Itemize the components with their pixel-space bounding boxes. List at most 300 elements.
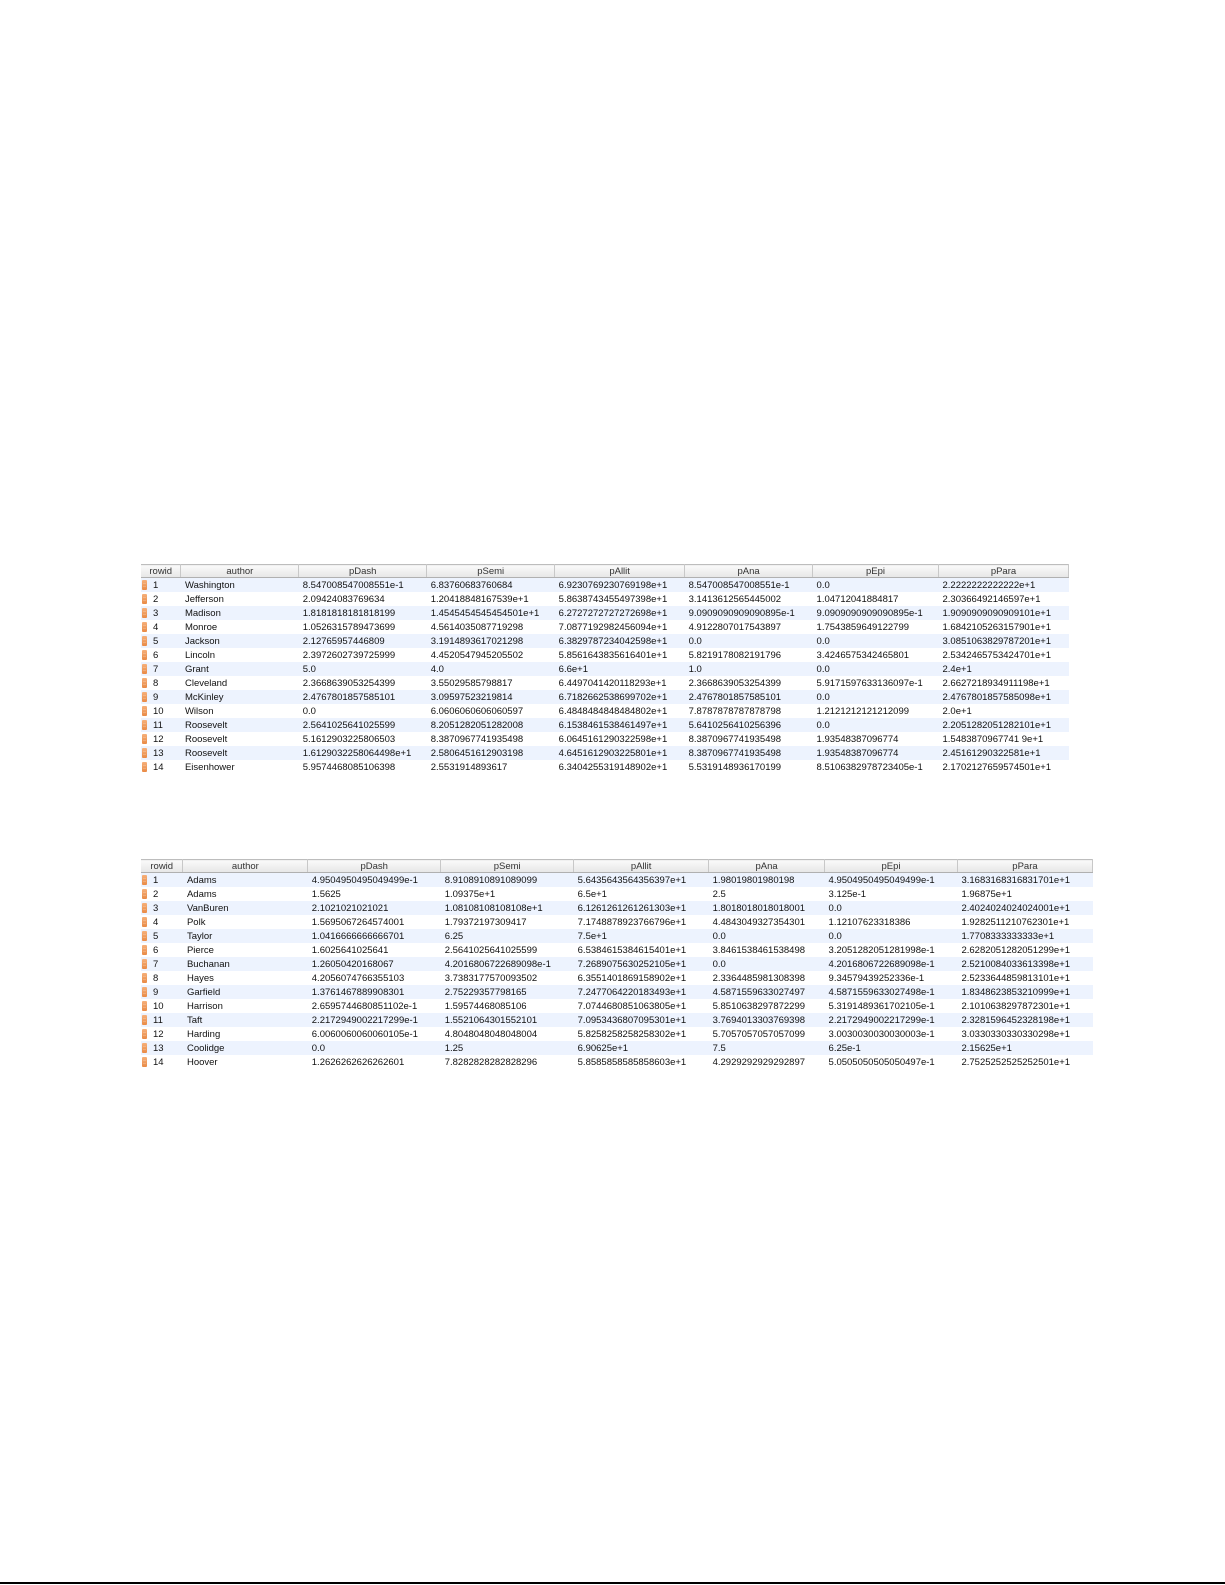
row-handle-icon[interactable] bbox=[142, 678, 147, 688]
cell-pepi[interactable]: 1.04712041884817 bbox=[813, 592, 939, 606]
cell-pana[interactable]: 4.5871559633027497 bbox=[709, 985, 825, 999]
cell-pepi[interactable]: 9.34579439252336e-1 bbox=[825, 971, 958, 985]
cell-ppara[interactable]: 1.6842105263157901e+1 bbox=[939, 620, 1069, 634]
column-header-psemi[interactable]: pSemi bbox=[441, 860, 574, 873]
cell-ppara[interactable]: 1.5483870967741 9e+1 bbox=[939, 732, 1069, 746]
table-row[interactable] bbox=[141, 901, 1093, 915]
cell-pepi[interactable]: 0.0 bbox=[813, 662, 939, 676]
cell-pdash[interactable]: 5.1612903225806503 bbox=[299, 732, 427, 746]
cell-pallit[interactable]: 6.7182662538699702e+1 bbox=[555, 690, 685, 704]
row-handle-icon[interactable] bbox=[142, 1015, 147, 1025]
table-row[interactable] bbox=[141, 718, 1069, 732]
cell-pana[interactable]: 5.8510638297872299 bbox=[709, 999, 825, 1013]
row-handle-icon[interactable] bbox=[142, 1043, 147, 1053]
cell-pallit[interactable]: 6.9230769230769198e+1 bbox=[555, 578, 685, 593]
cell-pdash[interactable]: 1.0416666666666701 bbox=[308, 929, 441, 943]
cell-pana[interactable]: 3.1413612565445002 bbox=[685, 592, 813, 606]
cell-pepi[interactable]: 3.2051282051281998e-1 bbox=[825, 943, 958, 957]
cell-pepi[interactable]: 0.0 bbox=[813, 634, 939, 648]
cell-pallit[interactable]: 6.90625e+1 bbox=[574, 1041, 709, 1055]
cell-pallit[interactable]: 6.6e+1 bbox=[555, 662, 685, 676]
cell-pallit[interactable]: 6.5e+1 bbox=[574, 887, 709, 901]
cell-rowid[interactable] bbox=[141, 1055, 183, 1069]
row-handle-icon[interactable] bbox=[142, 959, 147, 969]
cell-author[interactable]: McKinley bbox=[181, 690, 299, 704]
cell-pdash[interactable]: 1.3761467889908301 bbox=[308, 985, 441, 999]
cell-rowid[interactable] bbox=[141, 873, 183, 888]
cell-ppara[interactable]: 3.0330330330330298e+1 bbox=[957, 1027, 1092, 1041]
cell-pepi[interactable]: 0.0 bbox=[813, 578, 939, 593]
rowid-value: 6 bbox=[153, 944, 159, 956]
rowid-value: 5 bbox=[153, 930, 159, 942]
column-header-pdash[interactable]: pDash bbox=[299, 565, 427, 578]
cell-rowid[interactable] bbox=[141, 760, 181, 774]
column-header-author[interactable]: author bbox=[183, 860, 308, 873]
row-handle-icon[interactable] bbox=[142, 1029, 147, 1039]
cell-pdash[interactable]: 2.5641025641025599 bbox=[299, 718, 427, 732]
row-handle-icon[interactable] bbox=[142, 903, 147, 913]
cell-ppara[interactable]: 2.1702127659574501e+1 bbox=[939, 760, 1069, 774]
cell-rowid[interactable] bbox=[141, 732, 181, 746]
cell-ppara[interactable]: 3.0851063829787201e+1 bbox=[939, 634, 1069, 648]
cell-pdash[interactable]: 4.2056074766355103 bbox=[308, 971, 441, 985]
cell-author[interactable]: Lincoln bbox=[181, 648, 299, 662]
cell-psemi[interactable]: 1.59574468085106 bbox=[441, 999, 574, 1013]
cell-pana[interactable]: 7.5 bbox=[709, 1041, 825, 1055]
cell-ppara[interactable]: 2.6627218934911198e+1 bbox=[939, 676, 1069, 690]
table-row[interactable] bbox=[141, 999, 1093, 1013]
table-row[interactable] bbox=[141, 690, 1069, 704]
table-row[interactable] bbox=[141, 957, 1093, 971]
table-row[interactable] bbox=[141, 971, 1093, 985]
cell-rowid[interactable] bbox=[141, 957, 183, 971]
table-row[interactable] bbox=[141, 592, 1069, 606]
cell-psemi[interactable]: 1.25 bbox=[441, 1041, 574, 1055]
cell-pdash[interactable]: 1.5695067264574001 bbox=[308, 915, 441, 929]
table-row[interactable] bbox=[141, 662, 1069, 676]
cell-author[interactable]: Adams bbox=[183, 887, 308, 901]
cell-pdash[interactable]: 1.6129032258064498e+1 bbox=[299, 746, 427, 760]
row-handle-icon[interactable] bbox=[142, 650, 147, 660]
cell-author[interactable]: Garfield bbox=[183, 985, 308, 999]
row-handle-icon[interactable] bbox=[142, 706, 147, 716]
rowid-value: 7 bbox=[153, 958, 159, 970]
table-row[interactable] bbox=[141, 578, 1069, 593]
cell-ppara[interactable]: 1.7708333333333e+1 bbox=[957, 929, 1092, 943]
cell-rowid[interactable] bbox=[141, 690, 181, 704]
cell-pdash[interactable]: 6.0060060060060105e-1 bbox=[308, 1027, 441, 1041]
cell-rowid[interactable] bbox=[141, 929, 183, 943]
cell-pallit[interactable]: 6.5384615384615401e+1 bbox=[574, 943, 709, 957]
cell-pana[interactable]: 1.8018018018018001 bbox=[709, 901, 825, 915]
cell-psemi[interactable]: 6.0606060606060597 bbox=[427, 704, 555, 718]
cell-pana[interactable]: 9.0909090909090895e-1 bbox=[685, 606, 813, 620]
cell-pallit[interactable]: 7.0877192982456094e+1 bbox=[555, 620, 685, 634]
cell-ppara[interactable]: 3.1683168316831701e+1 bbox=[957, 873, 1092, 888]
cell-psemi[interactable]: 3.55029585798817 bbox=[427, 676, 555, 690]
cell-psemi[interactable]: 2.5531914893617 bbox=[427, 760, 555, 774]
cell-psemi[interactable]: 1.09375e+1 bbox=[441, 887, 574, 901]
cell-pana[interactable]: 8.3870967741935498 bbox=[685, 732, 813, 746]
cell-pepi[interactable]: 1.12107623318386 bbox=[825, 915, 958, 929]
cell-rowid[interactable] bbox=[141, 915, 183, 929]
cell-rowid[interactable] bbox=[141, 592, 181, 606]
cell-pdash[interactable]: 1.5625 bbox=[308, 887, 441, 901]
row-handle-icon[interactable] bbox=[142, 875, 147, 885]
cell-rowid[interactable] bbox=[141, 971, 183, 985]
column-header-pana[interactable]: pAna bbox=[709, 860, 825, 873]
cell-pana[interactable]: 1.98019801980198 bbox=[709, 873, 825, 888]
table-row[interactable] bbox=[141, 634, 1069, 648]
cell-pdash[interactable]: 1.6025641025641 bbox=[308, 943, 441, 957]
cell-rowid[interactable] bbox=[141, 718, 181, 732]
cell-rowid[interactable] bbox=[141, 1013, 183, 1027]
cell-author[interactable]: Washington bbox=[181, 578, 299, 593]
column-header-pepi[interactable]: pEpi bbox=[825, 860, 958, 873]
row-handle-icon[interactable] bbox=[142, 622, 147, 632]
row-handle-icon[interactable] bbox=[142, 931, 147, 941]
cell-pdash[interactable]: 1.26050420168067 bbox=[308, 957, 441, 971]
cell-rowid[interactable] bbox=[141, 999, 183, 1013]
cell-pana[interactable]: 4.9122807017543897 bbox=[685, 620, 813, 634]
table-row[interactable] bbox=[141, 887, 1093, 901]
cell-ppara[interactable]: 2.7525252525252501e+1 bbox=[957, 1055, 1092, 1069]
cell-rowid[interactable] bbox=[141, 620, 181, 634]
cell-pallit[interactable]: 7.5e+1 bbox=[574, 929, 709, 943]
cell-pdash[interactable]: 2.6595744680851102e-1 bbox=[308, 999, 441, 1013]
cell-pallit[interactable]: 7.1748878923766796e+1 bbox=[574, 915, 709, 929]
cell-author[interactable]: Taylor bbox=[183, 929, 308, 943]
column-header-author[interactable]: author bbox=[181, 565, 299, 578]
row-handle-icon[interactable] bbox=[142, 762, 147, 772]
cell-rowid[interactable] bbox=[141, 648, 181, 662]
cell-psemi[interactable]: 4.8048048048048004 bbox=[441, 1027, 574, 1041]
table-row[interactable] bbox=[141, 704, 1069, 718]
cell-pdash[interactable]: 2.3972602739725999 bbox=[299, 648, 427, 662]
cell-author[interactable]: Taft bbox=[183, 1013, 308, 1027]
column-header-ppara[interactable]: pPara bbox=[957, 860, 1092, 873]
table-row[interactable] bbox=[141, 760, 1069, 774]
cell-pana[interactable]: 5.6410256410256396 bbox=[685, 718, 813, 732]
cell-author[interactable]: Roosevelt bbox=[181, 746, 299, 760]
cell-pdash[interactable]: 0.0 bbox=[299, 704, 427, 718]
cell-pallit[interactable]: 7.0953436807095301e+1 bbox=[574, 1013, 709, 1027]
cell-psemi[interactable]: 3.7383177570093502 bbox=[441, 971, 574, 985]
table-row[interactable] bbox=[141, 1041, 1093, 1055]
table-row[interactable] bbox=[141, 746, 1069, 760]
cell-rowid[interactable] bbox=[141, 606, 181, 620]
cell-pepi[interactable]: 4.2016806722689098e-1 bbox=[825, 957, 958, 971]
column-header-pana[interactable]: pAna bbox=[685, 565, 813, 578]
table-row[interactable] bbox=[141, 1027, 1093, 1041]
cell-psemi[interactable]: 4.5614035087719298 bbox=[427, 620, 555, 634]
cell-pana[interactable]: 8.3870967741935498 bbox=[685, 746, 813, 760]
cell-pdash[interactable]: 2.12765957446809 bbox=[299, 634, 427, 648]
cell-pepi[interactable]: 1.93548387096774 bbox=[813, 746, 939, 760]
cell-psemi[interactable]: 2.75229357798165 bbox=[441, 985, 574, 999]
cell-pdash[interactable]: 2.4767801857585101 bbox=[299, 690, 427, 704]
cell-ppara[interactable]: 2.2051282051282101e+1 bbox=[939, 718, 1069, 732]
cell-pana[interactable]: 7.8787878787878798 bbox=[685, 704, 813, 718]
cell-rowid[interactable] bbox=[141, 1027, 183, 1041]
column-header-rowid[interactable]: rowid bbox=[141, 565, 181, 578]
cell-pana[interactable]: 0.0 bbox=[709, 929, 825, 943]
cell-psemi[interactable]: 4.2016806722689098e-1 bbox=[441, 957, 574, 971]
row-handle-icon[interactable] bbox=[142, 734, 147, 744]
cell-pana[interactable]: 2.3668639053254399 bbox=[685, 676, 813, 690]
cell-psemi[interactable]: 7.8282828282828296 bbox=[441, 1055, 574, 1069]
cell-pdash[interactable]: 2.2172949002217299e-1 bbox=[308, 1013, 441, 1027]
cell-pallit[interactable]: 5.8638743455497398e+1 bbox=[555, 592, 685, 606]
cell-pallit[interactable]: 6.3404255319148902e+1 bbox=[555, 760, 685, 774]
table-row[interactable] bbox=[141, 873, 1093, 888]
cell-pepi[interactable]: 5.0505050505050497e-1 bbox=[825, 1055, 958, 1069]
cell-pepi[interactable]: 2.2172949002217299e-1 bbox=[825, 1013, 958, 1027]
cell-pepi[interactable]: 5.3191489361702105e-1 bbox=[825, 999, 958, 1013]
table-row[interactable] bbox=[141, 732, 1069, 746]
cell-rowid[interactable] bbox=[141, 746, 181, 760]
cell-author[interactable]: Buchanan bbox=[183, 957, 308, 971]
cell-ppara[interactable]: 2.15625e+1 bbox=[957, 1041, 1092, 1055]
cell-pallit[interactable]: 5.8258258258258302e+1 bbox=[574, 1027, 709, 1041]
cell-author[interactable]: Pierce bbox=[183, 943, 308, 957]
cell-ppara[interactable]: 2.45161290322581e+1 bbox=[939, 746, 1069, 760]
cell-psemi[interactable]: 3.09597523219814 bbox=[427, 690, 555, 704]
cell-psemi[interactable]: 1.08108108108108e+1 bbox=[441, 901, 574, 915]
cell-psemi[interactable]: 8.9108910891089099 bbox=[441, 873, 574, 888]
column-header-pallit[interactable]: pAllit bbox=[574, 860, 709, 873]
cell-author[interactable]: Polk bbox=[183, 915, 308, 929]
cell-rowid[interactable] bbox=[141, 1041, 183, 1055]
cell-psemi[interactable]: 2.5641025641025599 bbox=[441, 943, 574, 957]
row-handle-icon[interactable] bbox=[142, 580, 147, 590]
cell-rowid[interactable] bbox=[141, 704, 181, 718]
row-handle-icon[interactable] bbox=[142, 1001, 147, 1011]
cell-author[interactable]: Cleveland bbox=[181, 676, 299, 690]
cell-pdash[interactable]: 1.0526315789473699 bbox=[299, 620, 427, 634]
cell-pepi[interactable]: 1.2121212121212099 bbox=[813, 704, 939, 718]
cell-psemi[interactable]: 4.0 bbox=[427, 662, 555, 676]
cell-pallit[interactable]: 5.8561643835616401e+1 bbox=[555, 648, 685, 662]
cell-rowid[interactable] bbox=[141, 634, 181, 648]
row-handle-icon[interactable] bbox=[142, 594, 147, 604]
cell-pana[interactable]: 5.5319148936170199 bbox=[685, 760, 813, 774]
cell-author[interactable]: Wilson bbox=[181, 704, 299, 718]
rowid-value: 7 bbox=[153, 663, 159, 675]
cell-ppara[interactable]: 2.5210084033613398e+1 bbox=[957, 957, 1092, 971]
cell-author[interactable]: Jefferson bbox=[181, 592, 299, 606]
cell-pdash[interactable]: 0.0 bbox=[308, 1041, 441, 1055]
column-header-rowid[interactable]: rowid bbox=[141, 860, 183, 873]
cell-psemi[interactable]: 1.20418848167539e+1 bbox=[427, 592, 555, 606]
cell-pepi[interactable]: 3.0030030030030003e-1 bbox=[825, 1027, 958, 1041]
cell-psemi[interactable]: 1.79372197309417 bbox=[441, 915, 574, 929]
cell-pepi[interactable]: 8.5106382978723405e-1 bbox=[813, 760, 939, 774]
cell-author[interactable]: Roosevelt bbox=[181, 718, 299, 732]
cell-rowid[interactable] bbox=[141, 887, 183, 901]
cell-ppara[interactable]: 2.5233644859813101e+1 bbox=[957, 971, 1092, 985]
cell-psemi[interactable]: 2.5806451612903198 bbox=[427, 746, 555, 760]
table-row[interactable] bbox=[141, 606, 1069, 620]
cell-author[interactable]: Harrison bbox=[183, 999, 308, 1013]
cell-psemi[interactable]: 1.4545454545454501e+1 bbox=[427, 606, 555, 620]
cell-rowid[interactable] bbox=[141, 985, 183, 999]
cell-pepi[interactable]: 5.9171597633136097e-1 bbox=[813, 676, 939, 690]
cell-psemi[interactable]: 8.3870967741935498 bbox=[427, 732, 555, 746]
cell-pana[interactable]: 5.8219178082191796 bbox=[685, 648, 813, 662]
cell-psemi[interactable]: 3.1914893617021298 bbox=[427, 634, 555, 648]
table-row[interactable] bbox=[141, 1055, 1093, 1069]
cell-pdash[interactable]: 2.1021021021021 bbox=[308, 901, 441, 915]
cell-pepi[interactable]: 3.4246575342465801 bbox=[813, 648, 939, 662]
cell-pdash[interactable]: 8.547008547008551e-1 bbox=[299, 578, 427, 593]
cell-rowid[interactable] bbox=[141, 943, 183, 957]
cell-author[interactable]: Eisenhower bbox=[181, 760, 299, 774]
cell-ppara[interactable]: 2.2222222222222e+1 bbox=[939, 578, 1069, 593]
cell-pana[interactable]: 0.0 bbox=[685, 634, 813, 648]
cell-pallit[interactable]: 6.0645161290322598e+1 bbox=[555, 732, 685, 746]
cell-ppara[interactable]: 2.4767801857585098e+1 bbox=[939, 690, 1069, 704]
row-handle-icon[interactable] bbox=[142, 987, 147, 997]
column-header-pdash[interactable]: pDash bbox=[308, 860, 441, 873]
cell-author[interactable]: Hayes bbox=[183, 971, 308, 985]
cell-pana[interactable]: 3.8461538461538498 bbox=[709, 943, 825, 957]
cell-author[interactable]: Adams bbox=[183, 873, 308, 888]
cell-psemi[interactable]: 6.83760683760684 bbox=[427, 578, 555, 593]
row-handle-icon[interactable] bbox=[142, 973, 147, 983]
cell-pallit[interactable]: 6.3829787234042598e+1 bbox=[555, 634, 685, 648]
cell-pepi[interactable]: 9.0909090909090895e-1 bbox=[813, 606, 939, 620]
cell-pana[interactable]: 4.4843049327354301 bbox=[709, 915, 825, 929]
cell-pana[interactable]: 0.0 bbox=[709, 957, 825, 971]
cell-author[interactable]: VanBuren bbox=[183, 901, 308, 915]
cell-pepi[interactable]: 4.5871559633027498e-1 bbox=[825, 985, 958, 999]
cell-ppara[interactable]: 1.9090909090909101e+1 bbox=[939, 606, 1069, 620]
cell-rowid[interactable] bbox=[141, 676, 181, 690]
cell-pdash[interactable]: 5.9574468085106398 bbox=[299, 760, 427, 774]
cell-author[interactable]: Jackson bbox=[181, 634, 299, 648]
cell-pallit[interactable]: 5.6435643564356397e+1 bbox=[574, 873, 709, 888]
cell-pallit[interactable]: 7.0744680851063805e+1 bbox=[574, 999, 709, 1013]
table-row[interactable] bbox=[141, 620, 1069, 634]
cell-pallit[interactable]: 5.8585858585858603e+1 bbox=[574, 1055, 709, 1069]
cell-ppara[interactable]: 2.0e+1 bbox=[939, 704, 1069, 718]
cell-author[interactable]: Madison bbox=[181, 606, 299, 620]
cell-author[interactable]: Coolidge bbox=[183, 1041, 308, 1055]
cell-pepi[interactable]: 1.93548387096774 bbox=[813, 732, 939, 746]
table-row[interactable] bbox=[141, 676, 1069, 690]
cell-pepi[interactable]: 0.0 bbox=[813, 690, 939, 704]
row-handle-icon[interactable] bbox=[142, 945, 147, 955]
row-handle-icon[interactable] bbox=[142, 692, 147, 702]
row-handle-icon[interactable] bbox=[142, 1057, 147, 1067]
cell-pdash[interactable]: 2.09424083769634 bbox=[299, 592, 427, 606]
row-handle-icon[interactable] bbox=[142, 917, 147, 927]
column-header-pepi[interactable]: pEpi bbox=[813, 565, 939, 578]
cell-pepi[interactable]: 0.0 bbox=[825, 929, 958, 943]
cell-psemi[interactable]: 8.2051282051282008 bbox=[427, 718, 555, 732]
cell-pana[interactable]: 2.4767801857585101 bbox=[685, 690, 813, 704]
cell-pallit[interactable]: 6.2727272727272698e+1 bbox=[555, 606, 685, 620]
cell-pdash[interactable]: 5.0 bbox=[299, 662, 427, 676]
cell-pana[interactable]: 2.5 bbox=[709, 887, 825, 901]
row-handle-icon[interactable] bbox=[142, 720, 147, 730]
column-header-ppara[interactable]: pPara bbox=[939, 565, 1069, 578]
cell-ppara[interactable]: 2.5342465753424701e+1 bbox=[939, 648, 1069, 662]
table-row[interactable] bbox=[141, 943, 1093, 957]
cell-author[interactable]: Grant bbox=[181, 662, 299, 676]
cell-pdash[interactable]: 1.8181818181818199 bbox=[299, 606, 427, 620]
cell-ppara[interactable]: 1.8348623853210999e+1 bbox=[957, 985, 1092, 999]
cell-pallit[interactable]: 6.4497041420118293e+1 bbox=[555, 676, 685, 690]
cell-pepi[interactable]: 0.0 bbox=[813, 718, 939, 732]
cell-ppara[interactable]: 2.3281596452328198e+1 bbox=[957, 1013, 1092, 1027]
cell-pana[interactable]: 5.7057057057057099 bbox=[709, 1027, 825, 1041]
cell-ppara[interactable]: 2.6282051282051299e+1 bbox=[957, 943, 1092, 957]
cell-pana[interactable]: 4.2929292929292897 bbox=[709, 1055, 825, 1069]
cell-author[interactable]: Roosevelt bbox=[181, 732, 299, 746]
cell-ppara[interactable]: 1.9282511210762301e+1 bbox=[957, 915, 1092, 929]
cell-pepi[interactable]: 1.7543859649122799 bbox=[813, 620, 939, 634]
cell-psemi[interactable]: 1.5521064301552101 bbox=[441, 1013, 574, 1027]
cell-pana[interactable]: 8.547008547008551e-1 bbox=[685, 578, 813, 593]
cell-pepi[interactable]: 0.0 bbox=[825, 901, 958, 915]
cell-rowid[interactable] bbox=[141, 662, 181, 676]
row-handle-icon[interactable] bbox=[142, 636, 147, 646]
cell-pepi[interactable]: 6.25e-1 bbox=[825, 1041, 958, 1055]
table-row[interactable] bbox=[141, 648, 1069, 662]
cell-ppara[interactable]: 2.30366492146597e+1 bbox=[939, 592, 1069, 606]
cell-psemi[interactable]: 6.25 bbox=[441, 929, 574, 943]
cell-rowid[interactable] bbox=[141, 901, 183, 915]
cell-ppara[interactable]: 2.4024024024024001e+1 bbox=[957, 901, 1092, 915]
cell-pallit[interactable]: 4.6451612903225801e+1 bbox=[555, 746, 685, 760]
cell-ppara[interactable]: 2.4e+1 bbox=[939, 662, 1069, 676]
cell-rowid[interactable] bbox=[141, 578, 181, 593]
row-handle-icon[interactable] bbox=[142, 664, 147, 674]
cell-pepi[interactable]: 3.125e-1 bbox=[825, 887, 958, 901]
cell-ppara[interactable]: 1.96875e+1 bbox=[957, 887, 1092, 901]
cell-pallit[interactable]: 6.3551401869158902e+1 bbox=[574, 971, 709, 985]
cell-author[interactable]: Monroe bbox=[181, 620, 299, 634]
row-handle-icon[interactable] bbox=[142, 889, 147, 899]
table-row[interactable] bbox=[141, 929, 1093, 943]
cell-pallit[interactable]: 7.2477064220183493e+1 bbox=[574, 985, 709, 999]
cell-pallit[interactable]: 6.1261261261261303e+1 bbox=[574, 901, 709, 915]
row-handle-icon[interactable] bbox=[142, 748, 147, 758]
cell-pallit[interactable]: 7.2689075630252105e+1 bbox=[574, 957, 709, 971]
cell-pana[interactable]: 3.7694013303769398 bbox=[709, 1013, 825, 1027]
cell-pallit[interactable]: 6.4848484848484802e+1 bbox=[555, 704, 685, 718]
table-row[interactable] bbox=[141, 985, 1093, 999]
table-row[interactable] bbox=[141, 915, 1093, 929]
cell-pdash[interactable]: 4.9504950495049499e-1 bbox=[308, 873, 441, 888]
cell-author[interactable]: Hoover bbox=[183, 1055, 308, 1069]
cell-pepi[interactable]: 4.9504950495049499e-1 bbox=[825, 873, 958, 888]
cell-author[interactable]: Harding bbox=[183, 1027, 308, 1041]
column-header-pallit[interactable]: pAllit bbox=[555, 565, 685, 578]
column-header-psemi[interactable]: pSemi bbox=[427, 565, 555, 578]
cell-pana[interactable]: 1.0 bbox=[685, 662, 813, 676]
cell-pallit[interactable]: 6.1538461538461497e+1 bbox=[555, 718, 685, 732]
table-row[interactable] bbox=[141, 1013, 1093, 1027]
cell-ppara[interactable]: 2.1010638297872301e+1 bbox=[957, 999, 1092, 1013]
cell-pdash[interactable]: 2.3668639053254399 bbox=[299, 676, 427, 690]
row-handle-icon[interactable] bbox=[142, 608, 147, 618]
cell-pdash[interactable]: 1.2626262626262601 bbox=[308, 1055, 441, 1069]
cell-pana[interactable]: 2.3364485981308398 bbox=[709, 971, 825, 985]
cell-psemi[interactable]: 4.4520547945205502 bbox=[427, 648, 555, 662]
